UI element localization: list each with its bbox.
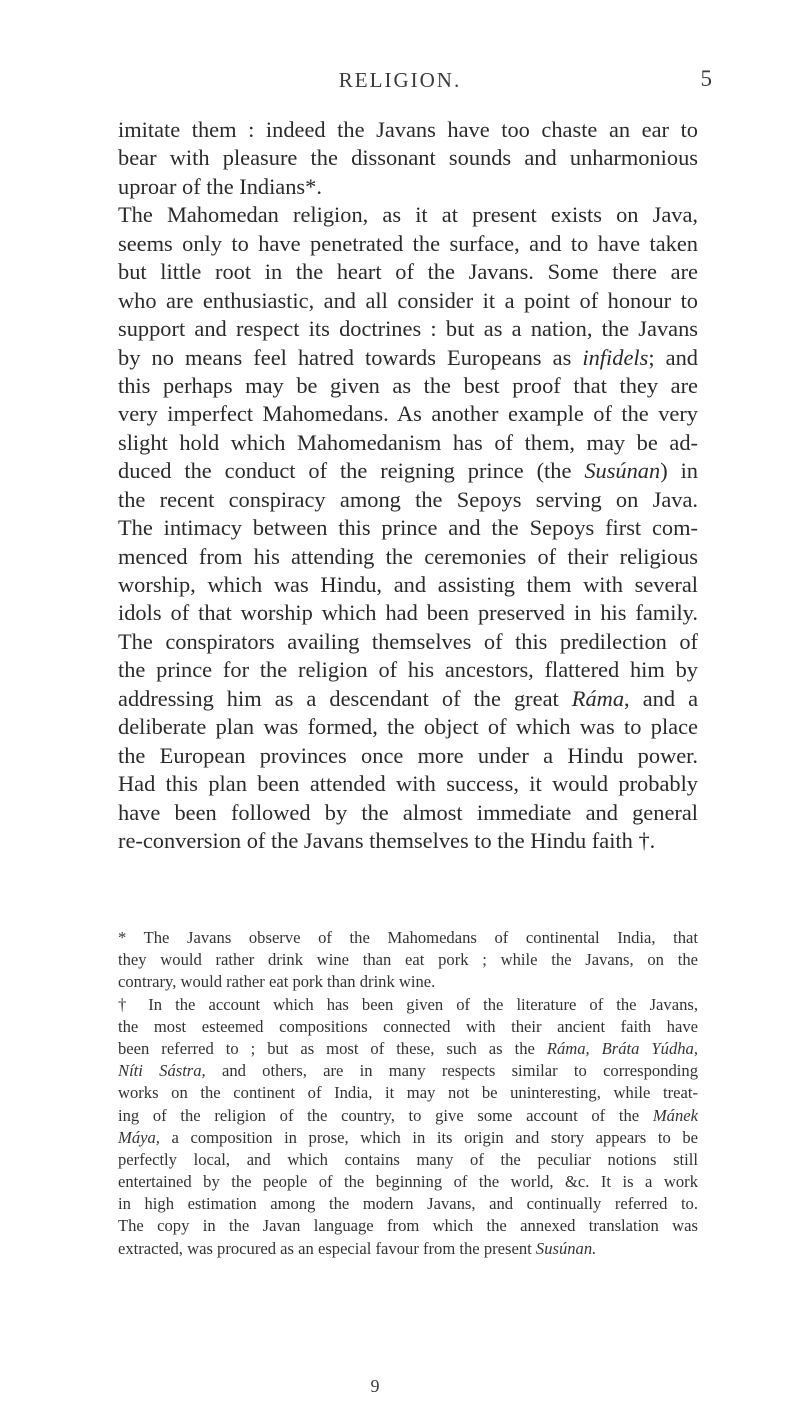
italic-text: Mánek: [652, 1105, 698, 1125]
body-line: [118, 486, 698, 514]
text-run: have been followed by the almost immediate and general: [118, 799, 698, 825]
italic-text: infidels: [582, 344, 649, 370]
running-title: RELIGION.: [338, 68, 462, 92]
body-line: [118, 116, 698, 144]
body-line: [118, 770, 698, 798]
italic-text: Susúnan.: [535, 1238, 597, 1258]
footnotes: [118, 927, 698, 1260]
italic-text: Ráma: [571, 685, 625, 711]
footnote-line: [118, 1238, 698, 1260]
text-run: in high estimation among the modern Javans, and continually referred to.: [118, 1194, 698, 1214]
body-line: [118, 344, 698, 372]
footnote-line: [118, 1127, 698, 1149]
footnote-line: [118, 927, 698, 949]
text-run: who are enthusiastic, and all consider it a point of honour to: [118, 287, 698, 313]
text-run: ) in: [660, 458, 698, 484]
text-run: imitate them : indeed the Javans have too chaste an ear to: [118, 117, 698, 142]
text-run: but little root in the heart of the Javans. Some there are: [118, 259, 698, 285]
body-line: [118, 827, 698, 855]
footnote-line: [118, 1038, 698, 1060]
text-run: re-conversion of the Javans themselves to the Hindu faith †.: [118, 827, 656, 853]
text-run: very imperfect Mahomedans. As another example of the very: [118, 401, 698, 427]
body-line: [118, 685, 698, 713]
body-line: [118, 656, 698, 684]
text-run: seems only to have penetrated the surface, and to have taken: [118, 230, 698, 256]
italic-text: Susúnan: [584, 458, 661, 484]
footnote-line: [118, 949, 698, 971]
body-line: [118, 287, 698, 315]
text-run: by no means feel hatred towards Europeans as: [118, 344, 583, 370]
text-run: and others, are in many respects similar to corresponding: [205, 1061, 698, 1081]
footnote-line: [118, 1016, 698, 1038]
body-line: [118, 144, 698, 172]
running-head: [0, 68, 800, 98]
text-run: menced from his attending the ceremonies of their religious: [118, 543, 698, 569]
text-run: idols of that worship which had been preserved in his family.: [118, 600, 698, 626]
text-run: the prince for the religion of his ancestors, flattered him by: [118, 657, 698, 683]
body-line: [118, 429, 698, 457]
body-line: [118, 400, 698, 428]
text-run: support and respect its doctrines : but as a nation, the Javans: [118, 316, 698, 342]
body-line: [118, 258, 698, 286]
footnote-line: [118, 1105, 698, 1127]
italic-text: Níti Sástra,: [118, 1061, 206, 1081]
text-run: Had this plan been attended with success, it would probably: [118, 771, 698, 797]
text-run: duced the conduct of the reigning prince (the: [118, 458, 585, 484]
text-run: ; and: [648, 344, 698, 370]
text-run: slight hold which Mahomedanism has of them, may be ad-: [118, 429, 698, 455]
text-run: perfectly local, and which contains many of the peculiar notions still: [118, 1149, 698, 1169]
italic-text: Máya,: [118, 1127, 160, 1147]
body-line: [118, 713, 698, 741]
text-run: The intimacy between this prince and the Sepoys first com-: [118, 515, 698, 541]
body-line: [118, 201, 698, 229]
body-line: [118, 799, 698, 827]
text-run: worship, which was Hindu, and assisting them with several: [118, 572, 698, 597]
text-run: the most esteemed compositions connected with their ancient faith have: [118, 1016, 698, 1036]
text-run: † In the account which has been given of the literature of the Javans,: [118, 994, 698, 1014]
text-run: addressing him as a descendant of the great: [118, 685, 572, 711]
body-line: [118, 173, 698, 201]
text-run: a composition in prose, which in its origin and story appears to be: [159, 1127, 698, 1147]
body-line: [118, 742, 698, 770]
text-run: deliberate plan was formed, the object of which was to place: [118, 714, 698, 740]
text-run: extracted, was procured as an especial favour from the present: [118, 1238, 536, 1258]
text-run: contrary, would rather eat pork than drink wine.: [118, 972, 436, 992]
footnote-line: [118, 971, 698, 993]
footnote-line: [118, 1215, 698, 1237]
footnote-line: [118, 1193, 698, 1215]
page-number: 5: [700, 66, 712, 91]
body-line: [118, 571, 698, 599]
body-line: [118, 315, 698, 343]
text-run: The copy in the Javan language from which the annexed translation was: [118, 1216, 698, 1236]
body-line: [118, 230, 698, 258]
text-run: , and a: [624, 685, 699, 711]
body-line: [118, 599, 698, 627]
footnote-line: [118, 1060, 698, 1082]
text-run: The Mahomedan religion, as it at present exists on Java,: [118, 202, 698, 228]
text-run: they would rather drink wine than eat pork ; while the Javans, on the: [118, 950, 698, 970]
footnote-line: [118, 1149, 698, 1171]
text-run: The conspirators availing themselves of this predilection of: [118, 628, 698, 654]
body-line: [118, 457, 698, 485]
text-run: the European provinces once more under a Hindu power.: [118, 742, 698, 768]
text-run: works on the continent of India, it may not be uninteresting, while treat-: [118, 1083, 698, 1103]
text-run: been referred to ; but as most of these, such as the: [118, 1038, 547, 1058]
text-run: the recent conspiracy among the Sepoys serving on Java.: [118, 486, 698, 512]
body-text: [118, 116, 698, 855]
text-run: * The Javans observe of the Mahomedans of continental India, that: [118, 928, 698, 947]
text-run: bear with pleasure the dissonant sounds and unharmonious: [118, 145, 698, 171]
italic-text: Ráma, Bráta Yúdha,: [546, 1038, 698, 1058]
text-run: entertained by the people of the beginning of the world, &c. It is a work: [118, 1172, 698, 1192]
text-run: uproar of the Indians*.: [118, 173, 322, 199]
body-line: [118, 543, 698, 571]
text-run: ing of the religion of the country, to give some account of the: [118, 1105, 653, 1125]
footnote-line: [118, 1171, 698, 1193]
body-line: [118, 628, 698, 656]
footnote-line: [118, 1082, 698, 1104]
footnote-line: [118, 994, 698, 1016]
body-line: [118, 514, 698, 542]
signature-mark: 9: [370, 1376, 380, 1396]
body-line: [118, 372, 698, 400]
text-run: this perhaps may be given as the best proof that they are: [118, 372, 698, 398]
